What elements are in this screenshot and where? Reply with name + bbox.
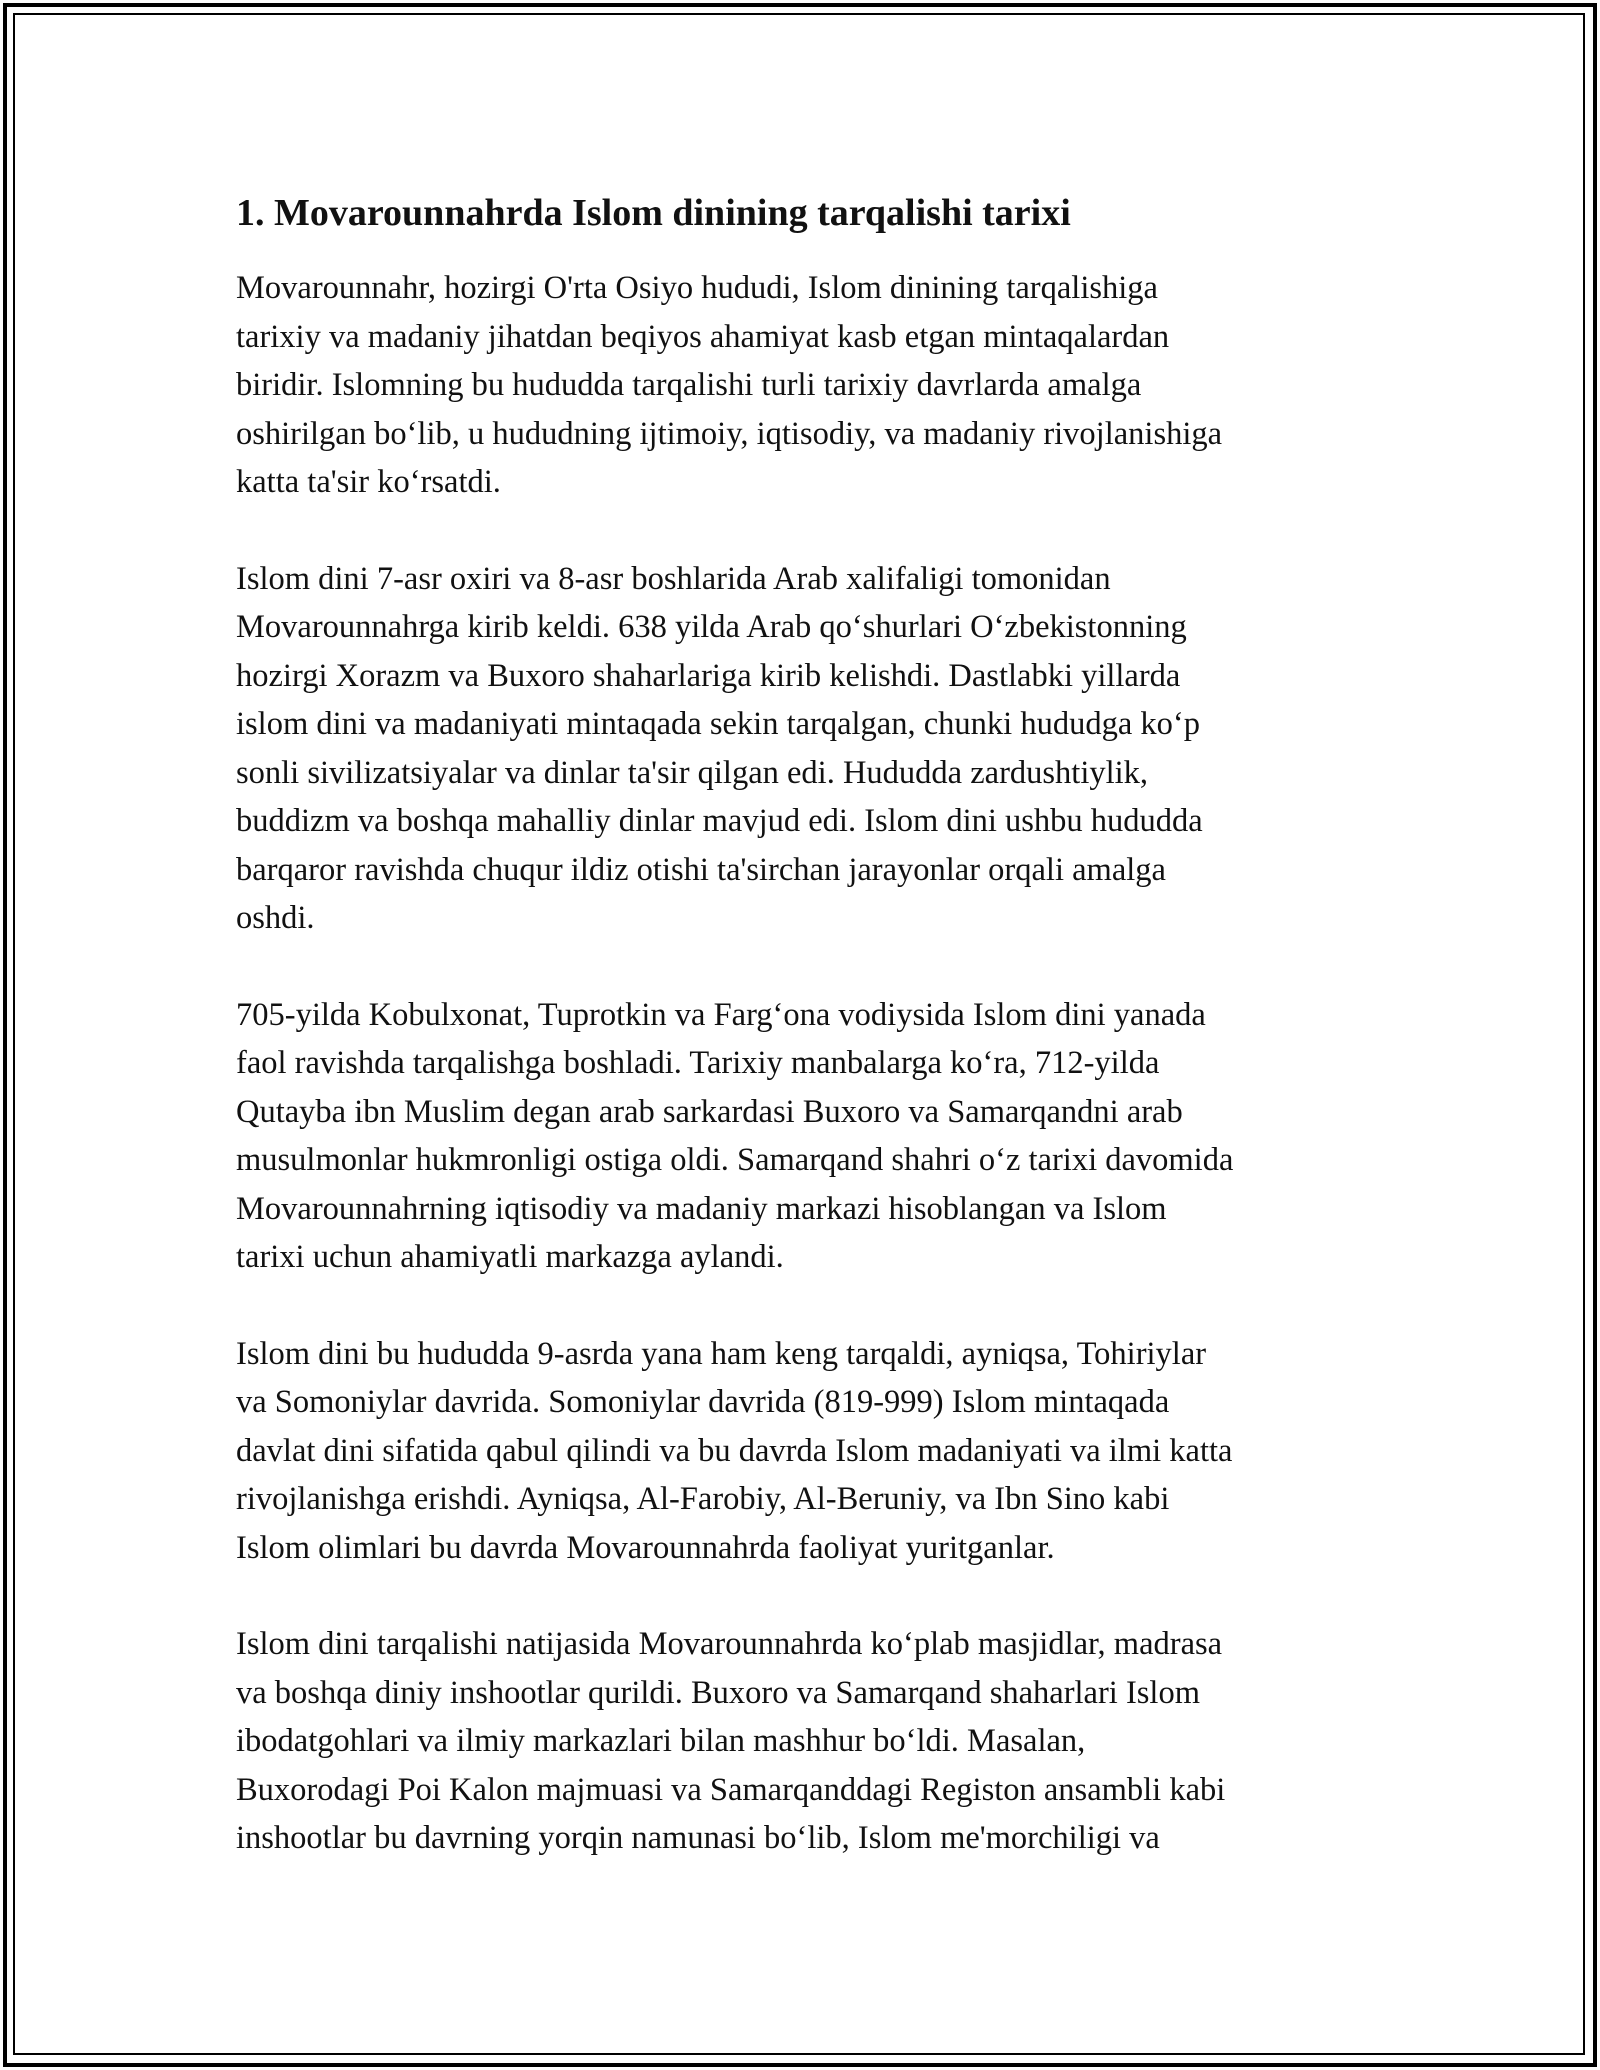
text-line: Buxorodagi Poi Kalon majmuasi va Samarqanddagi Registon ansambli kabi xyxy=(236,1771,1226,1808)
text-line: ibodatgohlari va ilmiy markazlari bilan mashhur bo‘ldi. Masalan, xyxy=(236,1723,1086,1759)
text-line: tarixiy va madaniy jihatdan beqiyos ahamiyat kasb etgan mintaqalardan xyxy=(236,318,1170,355)
text-line: inshootlar bu davrning yorqin namunasi bo‘lib, Islom me'morchiligi va xyxy=(236,1820,1160,1856)
text-line: Movarounnahr, hozirgi O'rta Osiyo hududi, Islom dinining tarqalishiga xyxy=(236,270,1158,306)
text-line: oshirilgan bo‘lib, u hududning ijtimoiy, iqtisodiy, va madaniy rivojlanishiga xyxy=(236,415,1223,452)
paragraph-container xyxy=(236,264,1366,1863)
section-title: 1. Movarounnahrda Islom dinining tarqalishi tarixi xyxy=(236,192,1071,234)
text-line: Islom dini 7-asr oxiri va 8-asr boshlarida Arab xalifaligi tomonidan xyxy=(236,560,1111,597)
text-line: rivojlanishga erishdi. Ayniqsa, Al-Farobiy, Al-Beruniy, va Ibn Sino kabi xyxy=(236,1481,1170,1517)
text-line: buddizm va boshqa mahalliy dinlar mavjud edi. Islom dini ushbu hududda xyxy=(236,803,1203,839)
text-line: Movarounnahrga kirib keldi. 638 yilda Arab qo‘shurlari O‘zbekistonning xyxy=(236,609,1187,645)
text-line: va boshqa diniy inshootlar qurildi. Buxoro va Samarqand shaharlari Islom xyxy=(236,1674,1200,1711)
text-line: barqaror ravishda chuqur ildiz otishi ta'sirchan jarayonlar orqali amalga xyxy=(236,851,1166,888)
text-line: va Somoniylar davrida. Somoniylar davrida (819-999) Islom mintaqada xyxy=(236,1384,1170,1420)
text-line: faol ravishda tarqalishga boshladi. Tarixiy manbalarga ko‘ra, 712-yilda xyxy=(236,1045,1160,1081)
text-line: islom dini va madaniyati mintaqada sekin tarqalgan, chunki hududga ko‘p xyxy=(236,706,1200,742)
text-line: tarixi uchun ahamiyatli markazga aylandi. xyxy=(236,1239,784,1275)
paragraph xyxy=(236,1330,1366,1573)
paragraph xyxy=(236,1620,1366,1863)
text-line: Islom dini tarqalishi natijasida Movarounnahrda ko‘plab masjidlar, madrasa xyxy=(236,1626,1223,1662)
text-line: Qutayba ibn Muslim degan arab sarkardasi Buxoro va Samarqandni arab xyxy=(236,1093,1183,1130)
text-line: davlat dini sifatida qabul qilindi va bu davrda Islom madaniyati va ilmi katta xyxy=(236,1432,1233,1469)
text-line: sonli sivilizatsiyalar va dinlar ta'sir qilgan edi. Hududda zardushtiylik, xyxy=(236,754,1149,791)
text-line: katta ta'sir ko‘rsatdi. xyxy=(236,464,501,500)
text-line: Islom olimlari bu davrda Movarounnahrda faoliyat yuritganlar. xyxy=(236,1529,1055,1566)
text-line: biridir. Islomning bu hududda tarqalishi turli tarixiy davrlarda amalga xyxy=(236,367,1142,403)
text-line: oshdi. xyxy=(236,900,315,936)
text-line: hozirgi Xorazm va Buxoro shaharlariga kirib kelishdi. Dastlabki yillarda xyxy=(236,657,1181,694)
paragraph xyxy=(236,991,1366,1282)
paragraph xyxy=(236,555,1366,943)
text-line: 705-yilda Kobulxonat, Tuprotkin va Farg‘ona vodiysida Islom dini yanada xyxy=(236,996,1206,1033)
text-line: Islom dini bu hududda 9-asrda yana ham keng tarqaldi, ayniqsa, Tohiriylar xyxy=(236,1335,1207,1372)
paragraph xyxy=(236,264,1366,507)
text-line: Movarounnahrning iqtisodiy va madaniy markazi hisoblangan va Islom xyxy=(236,1190,1167,1227)
text-line: musulmonlar hukmronligi ostiga oldi. Samarqand shahri o‘z tarixi davomida xyxy=(236,1142,1234,1178)
document-body xyxy=(236,188,1366,1911)
